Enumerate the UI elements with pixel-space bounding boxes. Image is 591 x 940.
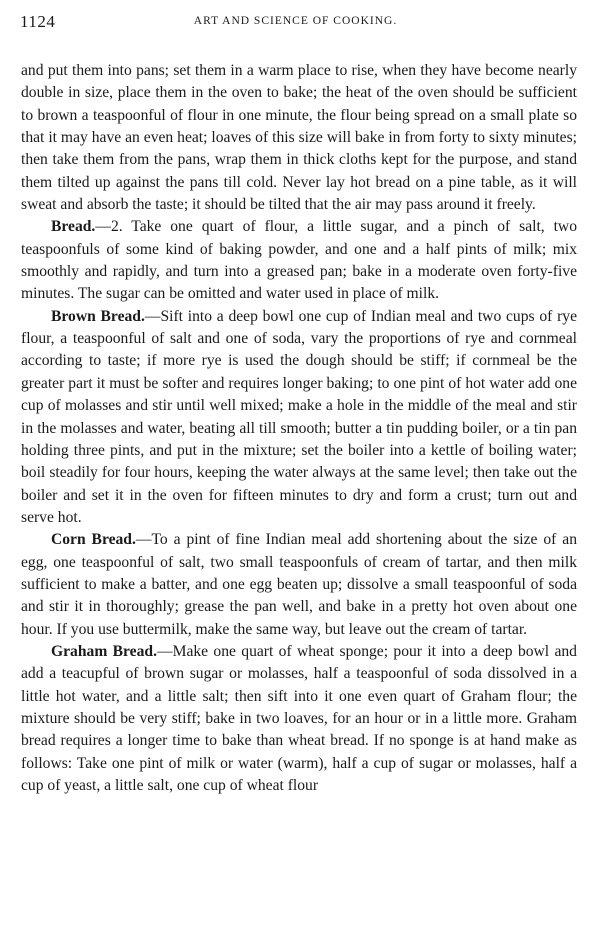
recipe-text: —Sift into a deep bowl one cup of Indian meal and two cups of rye flour, a teaspoonful of salt and one of soda, vary the proportions of rye and cornmeal according to taste; if more rye is used the dough should be stiff; if cornmeal be the greater part it must be softer and requires longer baking; to one pint of hot water add one cup of molasses and stir until well mixed; make a hole in the middle of the meal and stir in the molasses and water, beating all till smooth; butter a tin pudding boiler, or a tin pan holding three pints, and put in the mixture; set the boiler into a kettle of boiling water; boil steadily for four hours, keeping the water always at the same level; then take out the boiler and set it in the oven for fifteen minutes to dry and form a crust; turn out and serve hot. — [21, 307, 578, 526]
recipe-text: —2. Take one quart of flour, a little sugar, and a pinch of salt, two teaspoonfuls of some kind of baking powder, and one and a half pints of milk; mix smoothly and rapidly, and turn into a greased pan; bake in a moderate oven forty-five minutes. The sugar can be omitted and water used in place of milk. — [21, 218, 577, 303]
body-text — [21, 60, 577, 797]
recipe-bread-2 — [21, 216, 577, 305]
recipe-heading: Bread. — [51, 218, 96, 236]
recipe-heading: Brown Bread. — [51, 307, 145, 325]
continuation-paragraph: and put them into pans; set them in a warm place to rise, when they have become nearly double in size, place them in the oven to bake; the heat of the oven should be sufficient to brown a teaspoonful of flour in one minute, the flour being spread on a small plate so that it may have an even heat; loaves of this size will bake in from forty to sixty minutes; then take them from the pans, wrap them in thick cloths kept for the purpose, and stand them tilted up against the pans till cold. Never lay hot bread on a pine table, as it will sweat and absorb the taste; it should be tilted that the air may pass around it freely. — [21, 62, 577, 214]
running-title: ART AND SCIENCE OF COOKING. — [193, 15, 398, 27]
recipe-text: —To a pint of fine Indian meal add shortening about the size of an egg, one teaspoonful of salt, two small teaspoonfuls of cream of tartar, and then milk sufficient to make a batter, and one egg beaten up; dissolve a small teaspoonful of soda and stir it in thoroughly; grease the pan well, and bake in a pretty hot oven about one hour. If you use buttermilk, make the same way, but leave out the cream of tartar. — [21, 531, 577, 638]
recipe-heading: Graham Bread. — [51, 642, 157, 660]
recipe-text: —Make one quart of wheat sponge; pour it into a deep bowl and add a teacupful of brown sugar or molasses, half a teaspoonful of soda dissolved in a little hot water, and a little salt; then sift into it one even quart of Graham flour; the mixture should be very stiff; bake in two loaves, for an hour or in a little more. Graham bread requires a longer time to bake than wheat bread. If no sponge is at hand make as follows: Take one pint of milk or water (warm), half a cup of sugar or molasses, half a cup of yeast, a little salt, one cup of wheat flour — [21, 642, 577, 794]
recipe-brown-bread — [21, 306, 577, 529]
recipe-corn-bread — [21, 529, 577, 641]
recipe-heading: Corn Bread. — [51, 531, 136, 549]
recipe-graham-bread — [21, 641, 577, 797]
page-header — [20, 12, 571, 34]
page-number: 1124 — [20, 12, 56, 31]
